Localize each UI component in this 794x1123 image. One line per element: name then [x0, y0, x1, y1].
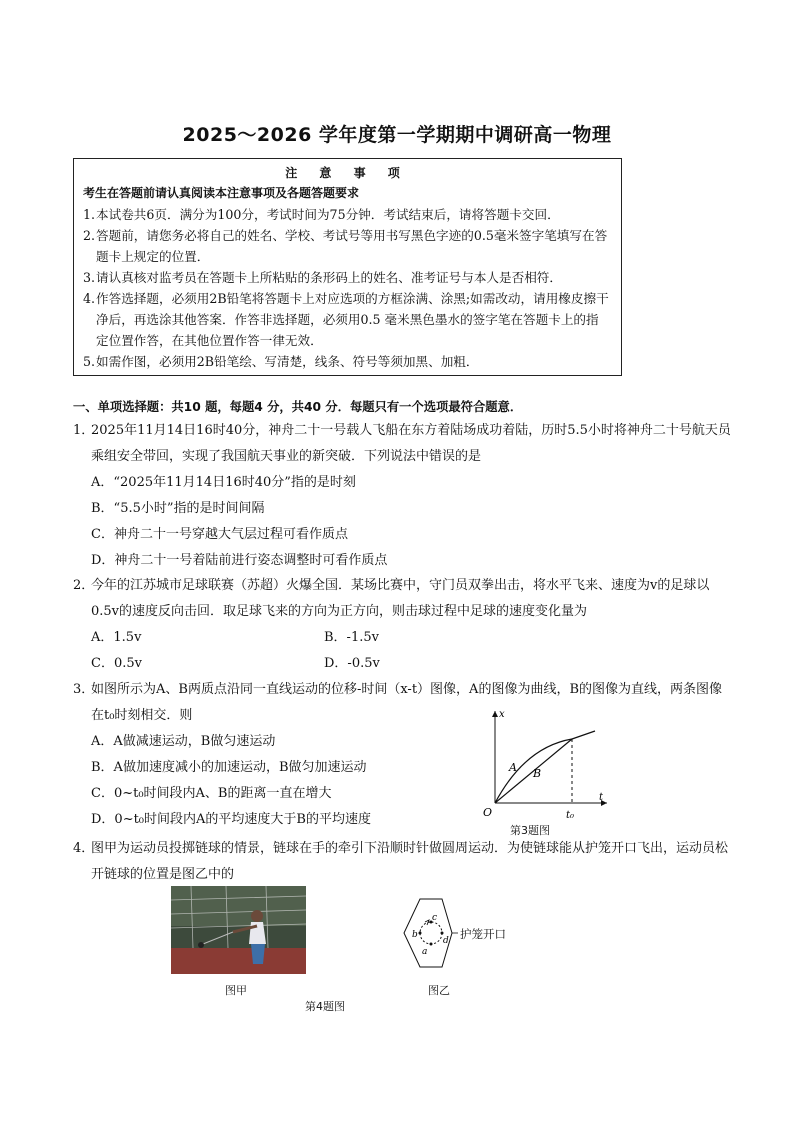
- question-stem: 今年的江苏城市足球联赛（苏超）火爆全国．某场比赛中，守门员双拳出击，将水平飞来、速度为v的足球以0.5v的速度反向击回．取足球飞来的方向为正方向，则击球过程中足球的速度变化量为: [91, 578, 710, 619]
- point-b-label: b: [412, 930, 418, 940]
- option-a: A．1.5v: [91, 630, 142, 645]
- question-number: 4．: [73, 841, 95, 856]
- notice-item-num: 4.: [83, 291, 96, 306]
- y-axis-label: x: [499, 709, 505, 720]
- xt-graph-figure: [475, 705, 615, 825]
- option-c: C．0~t₀时间段内A、B的距离一直在增大: [91, 786, 332, 801]
- option-c: C．神舟二十一号穿越大气层过程可看作质点: [91, 527, 348, 542]
- notice-item: [83, 204, 611, 225]
- question-stem: 图甲为运动员投掷链球的情景，链球在手的牵引下沿顺时针做圆周运动．为使链球能从护笼开口飞出，运动员松开链球的位置是图乙中的: [91, 841, 729, 882]
- line-b-label: B: [533, 767, 542, 780]
- notice-item-num: 5.: [83, 354, 96, 369]
- notice-item-text: 答题前，请您务必将自己的姓名、学校、考试号等用书写黑色字迹的0.5毫米签字笔填写在答题卡上规定的位置．: [96, 228, 608, 264]
- option-c: C．0.5v: [91, 656, 142, 671]
- notice-item-text: 请认真核对监考员在答题卡上所粘贴的条形码上的姓名、准考证号与本人是否相符．: [96, 270, 562, 285]
- point-a-label: a: [422, 947, 428, 957]
- t0-label: t₀: [566, 810, 575, 821]
- figure-3-caption: 第3题图: [510, 824, 550, 837]
- hammer-throw-photo: [171, 886, 306, 974]
- point-d-label: d: [443, 936, 449, 946]
- option-d: D．-0.5v: [324, 656, 380, 671]
- question-3: [73, 677, 733, 833]
- notice-item: [83, 288, 611, 351]
- option-a: A．A做减速运动，B做匀速运动: [91, 734, 276, 749]
- notice-item-num: 2.: [83, 228, 96, 243]
- figure-yi-label: 图乙: [428, 984, 450, 997]
- notice-item-text: 作答选择题，必须用2B铅笔将答题卡上对应选项的方框涂满、涂黑;如需改动，请用橡皮擦干净后，再选涂其他答案．作答非选择题，必须用0.5 毫米黑色墨水的签字笔在答题卡上的指定位置作答，在其他位置作答一律无效．: [96, 291, 609, 348]
- option-a: A．“2025年11月14日16时40分”指的是时刻: [91, 475, 356, 490]
- question-4: [73, 836, 733, 888]
- section-heading: 一、单项选择题：共10 题，每题4 分，共40 分．每题只有一个选项最符合题意．: [73, 400, 523, 414]
- question-1: [73, 418, 733, 574]
- notice-box: [73, 158, 622, 376]
- notice-item: [83, 351, 611, 372]
- clockwise-arrow-icon: [425, 920, 429, 925]
- notice-item-text: 如需作图，必须用2B铅笔绘、写清楚，线条、符号等须加黑、加粗．: [96, 354, 479, 369]
- figure-4-caption: 第4题图: [305, 1000, 345, 1013]
- notice-item: [83, 225, 611, 267]
- option-d: D．0~t₀时间段内A的平均速度大于B的平均速度: [91, 812, 371, 827]
- notice-item-text: 本试卷共6页．满分为100分，考试时间为75分钟．考试结束后，请将答题卡交回．: [96, 207, 560, 222]
- question-stem: 如图所示为A、B两质点沿同一直线运动的位移-时间（x-t）图像，A的图像为曲线，B的图像为直线，两条图像在t₀时刻相交．则: [91, 682, 722, 723]
- x-axis-label: t: [599, 792, 604, 803]
- notice-heading: 注 意 事 项: [285, 166, 409, 180]
- option-d: D．神舟二十一号着陆前进行姿态调整时可看作质点: [91, 553, 388, 568]
- circular-path: [420, 922, 442, 944]
- page-title: 2025～2026 学年度第一学期期中调研高一物理: [182, 124, 612, 146]
- cage-opening-label: 护笼开口: [460, 927, 506, 941]
- option-b: B．A做加速度减小的加速运动，B做匀加速运动: [91, 760, 367, 775]
- notice-item-num: 3.: [83, 270, 96, 285]
- question-number: 1．: [73, 423, 95, 438]
- question-2: [73, 573, 733, 677]
- point-c-label: c: [432, 913, 438, 923]
- question-number: 3．: [73, 682, 95, 697]
- notice-subheading: 考生在答题前请认真阅读本注意事项及各题答题要求: [83, 186, 360, 200]
- notice-item: [83, 267, 611, 288]
- notice-item-num: 1.: [83, 207, 96, 222]
- origin-label: O: [483, 806, 493, 819]
- question-number: 2．: [73, 578, 95, 593]
- curve-a-label: A: [509, 761, 517, 774]
- curve-extension: [572, 731, 595, 739]
- option-b: B．-1.5v: [324, 630, 379, 645]
- question-stem: 2025年11月14日16时40分，神舟二十一号载人飞船在东方着陆场成功着陆，历时5.5小时将神舟二十号航天员乘组安全带回，实现了我国航天事业的新突破．下列说法中错误的是: [91, 423, 731, 464]
- option-b: B．“5.5小时”指的是时间间隔: [91, 501, 265, 516]
- figure-jia-label: 图甲: [225, 984, 247, 997]
